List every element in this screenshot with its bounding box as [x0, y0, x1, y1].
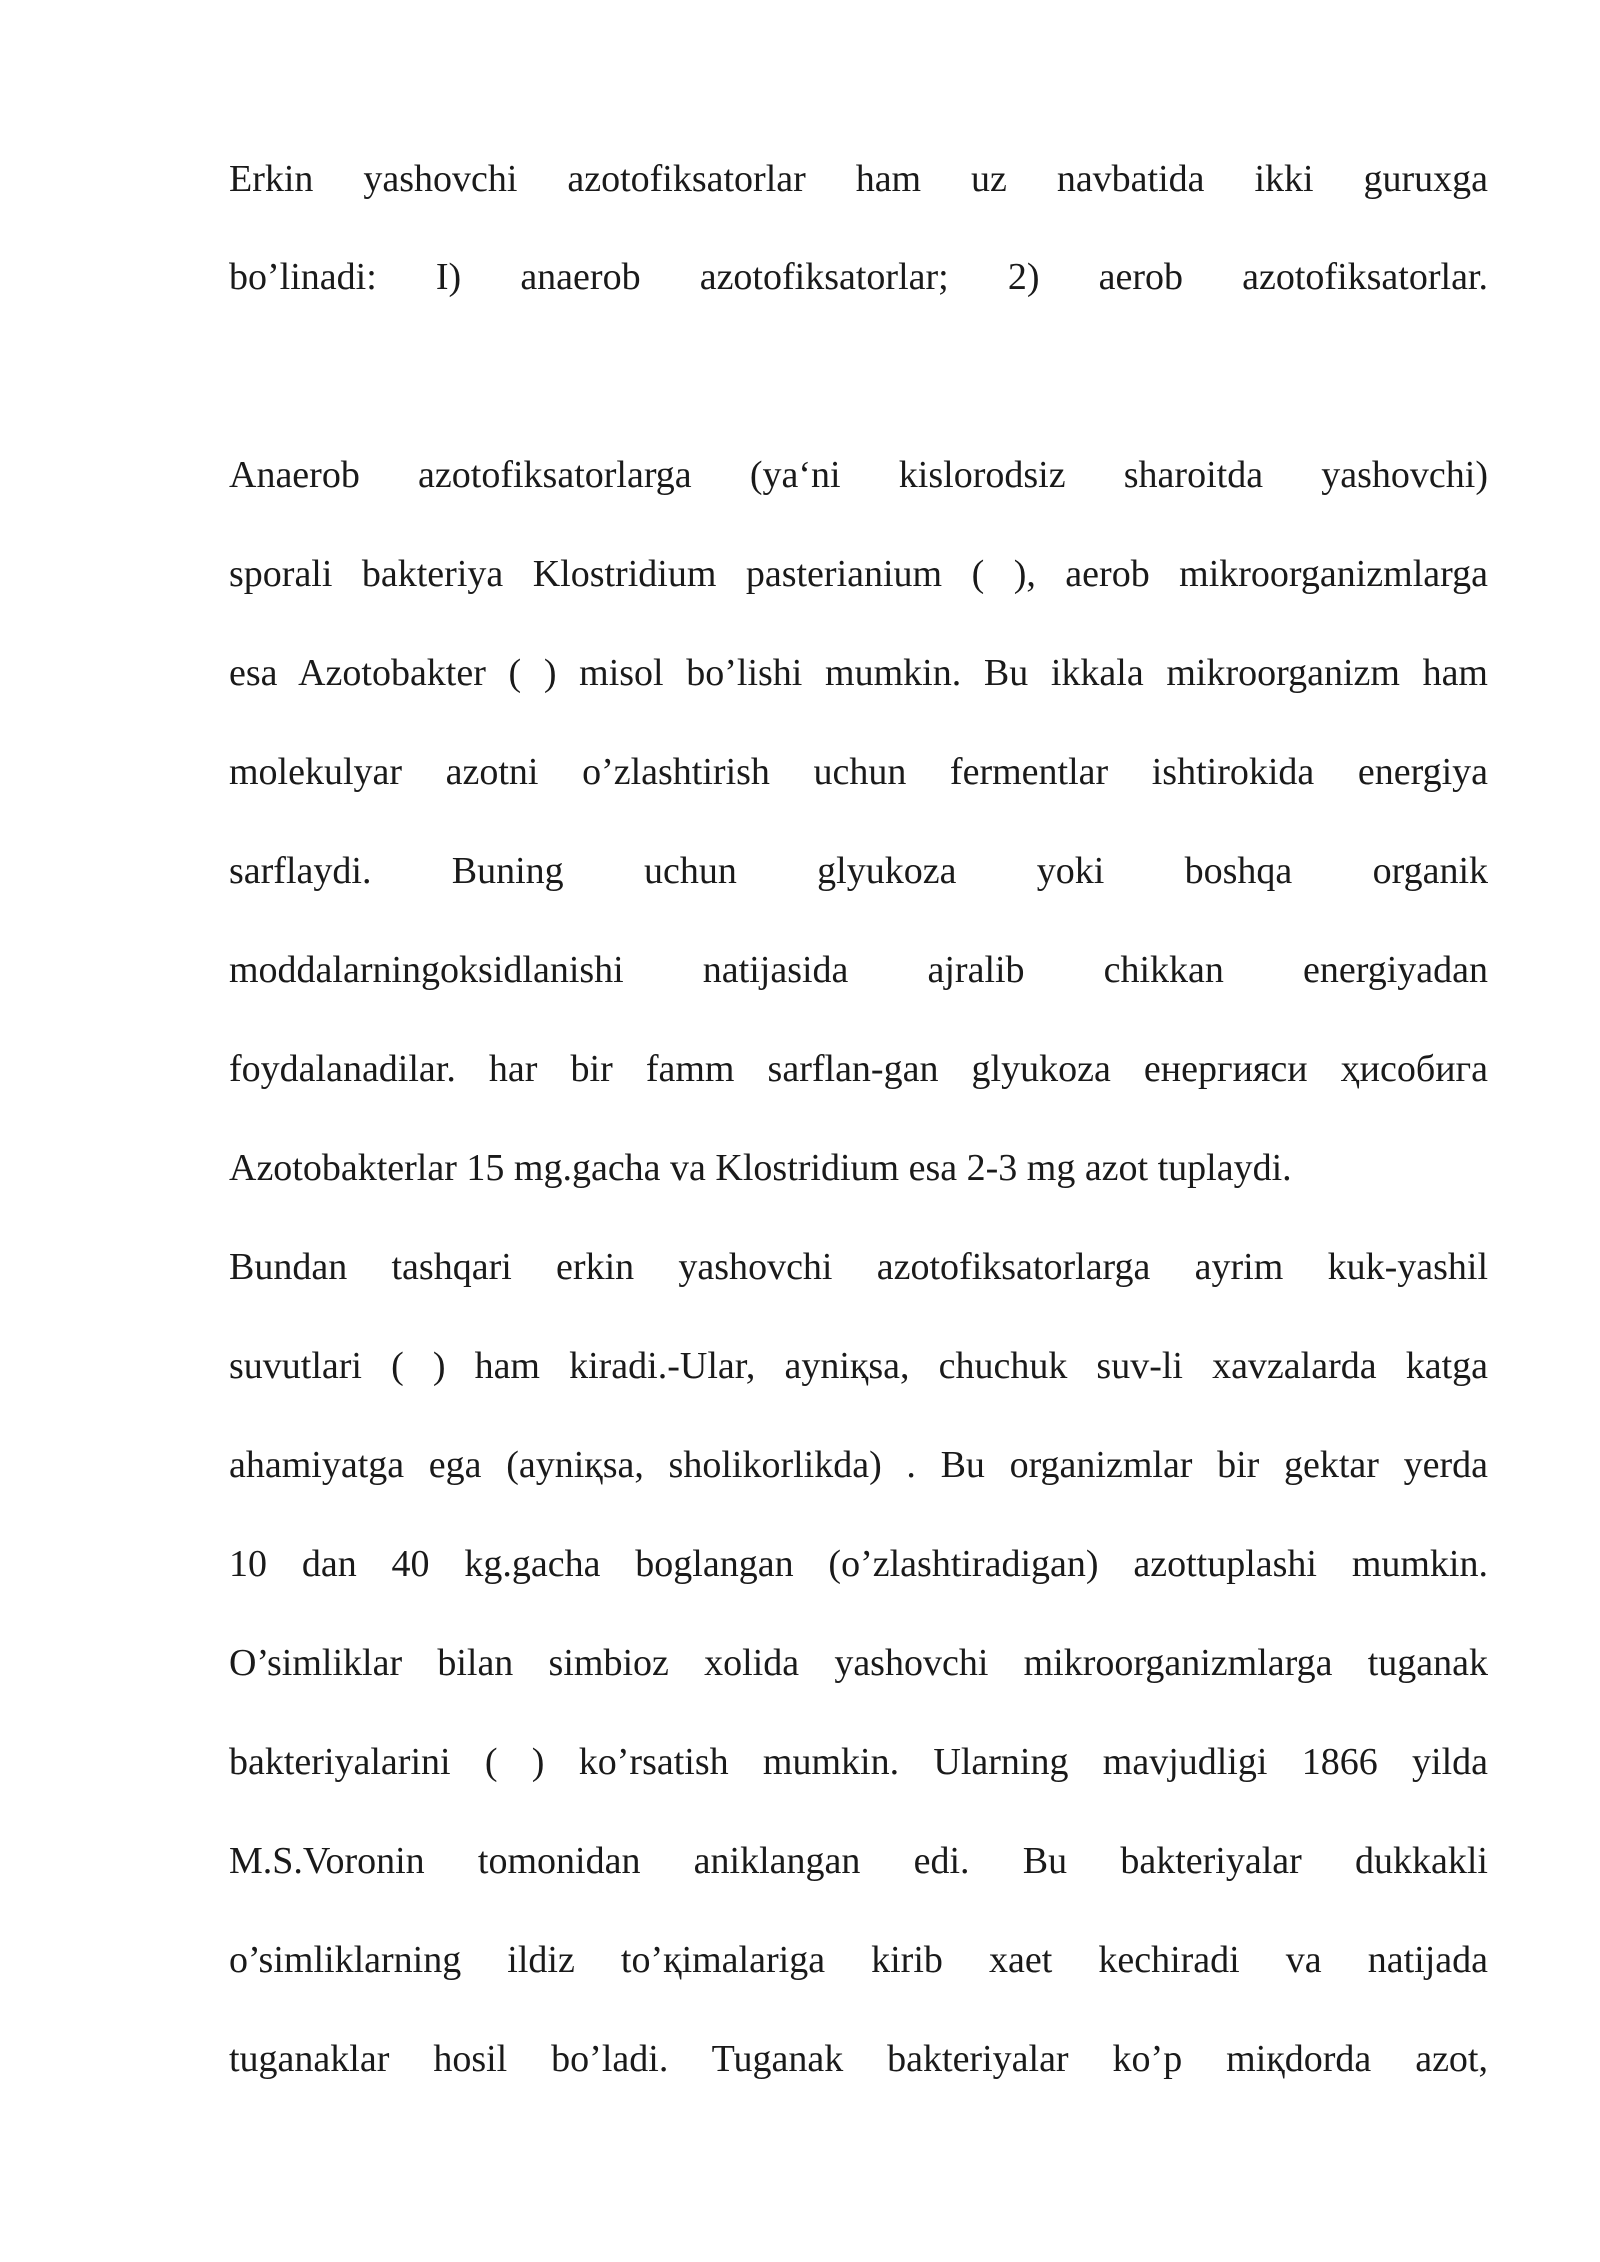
text-line-6: molekulyar azotni o’zlashtirish uchun fermentlar ishtirokida energiya: [229, 751, 1488, 793]
text-line-4: sporali bakteriya Klostridium pasterianium ( ), aerob mikroorganizmlarga: [229, 553, 1488, 595]
text-line-10: Azotobakterlar 15 mg.gacha va Klostridium esa 2-3 mg azot tuplaydi.: [229, 1147, 1292, 1189]
text-line-1: Erkin yashovchi azotofiksatorlar ham uz navbatida ikki guruxga: [229, 158, 1488, 200]
text-line-9: foydalanadilar. har bir famm sarflan-gan glyukoza енергияси ҳисобига: [229, 1048, 1488, 1090]
text-line-12: suvutlari ( ) ham kiradi.-Ular, ayniқsa, chuchuk suv-li xavzalarda katga: [229, 1345, 1488, 1387]
text-line-16: bakteriyalarini ( ) ko’rsatish mumkin. Ularning mavjudligi 1866 yilda: [229, 1741, 1488, 1783]
text-line-11: Bundan tashqari erkin yashovchi azotofiksatorlarga ayrim kuk-yashil: [229, 1246, 1488, 1288]
text-line-15: O’simliklar bilan simbioz xolida yashovchi mikroorganizmlarga tuganak: [229, 1642, 1488, 1684]
text-line-18: o’simliklarning ildiz to’қimalariga kirib xaet kechiradi va natijada: [229, 1939, 1488, 1981]
text-line-5: esa Azotobakter ( ) misol bo’lishi mumkin. Bu ikkala mikroorganizm ham: [229, 652, 1488, 694]
text-line-13: ahamiyatga ega (ayniқsa, sholikorlikda) . Bu organizmlar bir gektar yerda: [229, 1444, 1488, 1486]
text-line-8: moddalarningoksidlanishi natijasida ajralib chikkan energiyadan: [229, 949, 1488, 991]
text-line-7: sarflaydi. Buning uchun glyukoza yoki boshqa organik: [229, 850, 1488, 892]
text-line-17: M.S.Voronin tomonidan aniklangan edi. Bu bakteriyalar dukkakli: [229, 1840, 1488, 1882]
text-line-2: bo’linadi: I) anaerob azotofiksatorlar; 2) aerob azotofiksatorlar.: [229, 256, 1488, 298]
text-line-19: tuganaklar hosil bo’ladi. Tuganak bakteriyalar ko’p miқdorda azot,: [229, 2038, 1488, 2080]
text-line-14: 10 dan 40 kg.gacha boglangan (o’zlashtiradigan) azottuplashi mumkin.: [229, 1543, 1488, 1585]
text-line-3: Anaerob azotofiksatorlarga (ya‘ni kislorodsiz sharoitda yashovchi): [229, 454, 1488, 496]
